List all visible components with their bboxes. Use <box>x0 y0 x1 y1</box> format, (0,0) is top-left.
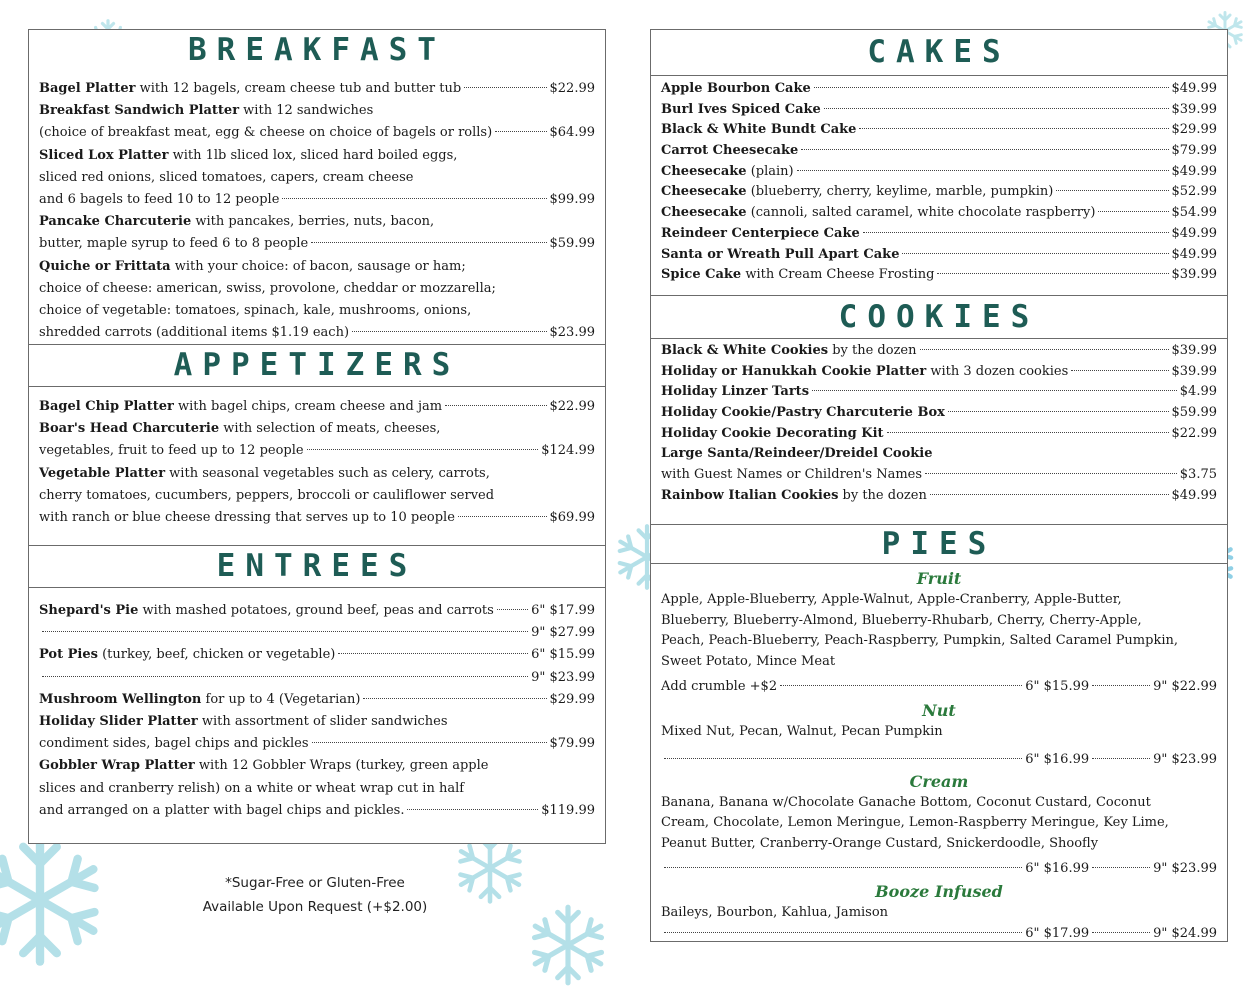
snowflake-icon <box>525 902 611 988</box>
menu-item-description: with 12 Gobbler Wraps (turkey, green apple <box>194 758 489 774</box>
menu-item-name: Bagel Platter <box>39 81 136 96</box>
menu-item-description: with 12 bagels, cream cheese tub and butter tub <box>135 81 462 96</box>
pie-category-fruit: Fruit <box>916 569 962 588</box>
menu-item-text <box>39 644 335 666</box>
menu-item-row <box>39 485 595 507</box>
menu-item-row <box>661 486 1217 507</box>
menu-item-price: $54.99 <box>1171 205 1217 221</box>
dot-leader <box>282 198 546 199</box>
menu-item-description: choice of cheese: american, swiss, provolone, cheddar or mozzarella; <box>39 280 496 296</box>
menu-item-description: (choice of breakfast meat, egg & cheese on choice of bagels or rolls) <box>39 125 493 141</box>
menu-item-price: 9" $27.99 <box>531 625 595 641</box>
dot-leader <box>1092 685 1150 686</box>
menu-item-row <box>661 362 1217 383</box>
menu-item-row <box>661 224 1217 245</box>
menu-item-row <box>39 507 595 529</box>
breakfast-section <box>29 30 605 70</box>
menu-item-row <box>39 733 595 755</box>
menu-item-row <box>39 189 595 211</box>
menu-item-name: Reindeer Centerpiece Cake <box>661 225 860 241</box>
cookies-section <box>651 295 1227 524</box>
price-6in: 6" $16.99 <box>1025 861 1090 877</box>
menu-item-description: (cannoli, salted caramel, white chocolate raspberry) <box>746 205 1096 221</box>
menu-item-price: $22.99 <box>1171 425 1217 441</box>
dot-leader <box>814 87 1169 88</box>
breakfast-title: BREAKFAST <box>188 32 446 68</box>
menu-item-description: with mashed potatoes, ground beef, peas and carrots <box>138 603 494 618</box>
dot-leader <box>664 758 1022 759</box>
menu-item-price: $49.99 <box>1171 81 1217 96</box>
menu-item-name: Holiday Cookie/Pastry Charcuterie Box <box>661 405 945 421</box>
menu-item-price: $49.99 <box>1171 246 1217 262</box>
dot-leader <box>1092 867 1150 868</box>
menu-item-row <box>39 233 595 255</box>
crumble-label: Add crumble +$2 <box>661 679 778 694</box>
menu-item-row <box>661 203 1217 224</box>
dietary-note <box>165 871 465 919</box>
menu-item-name: Carrot Cheesecake <box>661 143 799 159</box>
menu-item-text <box>661 382 809 403</box>
menu-item-row <box>39 396 595 418</box>
menu-item-row <box>661 265 1217 286</box>
menu-item-name: Cheesecake <box>661 184 747 200</box>
menu-item-text <box>661 224 860 245</box>
menu-item-price: $29.99 <box>1171 122 1217 138</box>
menu-item-name: Apple Bourbon Cake <box>661 81 811 96</box>
menu-item-row <box>661 465 1217 486</box>
cakes-section <box>651 30 1227 76</box>
dietary-note-line1: *Sugar-Free or Gluten-Free <box>225 875 405 891</box>
pie-category-nut: Nut <box>922 701 956 721</box>
appetizers-title: APPETIZERS <box>173 347 461 383</box>
menu-item-row <box>39 78 595 100</box>
pie-category-booze-infused: Booze Infused <box>875 881 1003 901</box>
menu-item-description: choice of vegetable: tomatoes, spinach, kale, mushrooms, onions, <box>39 302 472 318</box>
dot-leader <box>307 449 539 450</box>
pies-title: PIES <box>881 526 997 562</box>
menu-item-description: with 3 dozen cookies <box>926 363 1069 379</box>
menu-item-name: Sliced Lox Platter <box>39 147 169 163</box>
menu-item-row <box>661 444 1217 465</box>
dot-leader <box>801 149 1168 150</box>
menu-item-name: Boar's Head Charcuterie <box>39 421 220 437</box>
pie-cream-list-line: Banana, Banana w/Chocolate Ganache Bottom, Coconut Custard, Coconut <box>661 794 1151 810</box>
pie-cream-price-row <box>661 858 1217 880</box>
menu-item-description: with seasonal vegetables such as celery, carrots, <box>165 465 490 481</box>
menu-item-row <box>661 341 1217 362</box>
appetizers-section <box>29 344 605 545</box>
menu-item-description: butter, maple syrup to feed 6 to 8 people <box>39 236 309 252</box>
menu-item-text <box>661 341 917 362</box>
menu-item-row <box>661 182 1217 203</box>
menu-item-text <box>39 711 448 733</box>
menu-item-text <box>39 122 492 144</box>
menu-item-description: with 12 sandwiches <box>239 103 374 119</box>
dot-leader <box>780 685 1022 686</box>
menu-item-price: $59.99 <box>549 236 595 252</box>
dot-leader <box>887 432 1169 433</box>
menu-item-price: $29.99 <box>549 691 595 707</box>
price-6in: 6" $16.99 <box>1025 751 1090 767</box>
entrees-section <box>29 545 605 822</box>
menu-item-name: Large Santa/Reindeer/Dreidel Cookie <box>661 446 933 462</box>
menu-item-price: $79.99 <box>1171 143 1217 159</box>
pie-fruit-list-line: Blueberry, Blueberry-Almond, Blueberry-Rhubarb, Cherry, Cherry-Apple, <box>661 612 1142 628</box>
menu-item-price: $22.99 <box>549 81 595 96</box>
menu-item-name: Holiday or Hanukkah Cookie Platter <box>661 363 927 379</box>
menu-item-name: Quiche or Frittata <box>39 258 171 274</box>
menu-item-text <box>661 203 1095 224</box>
menu-item-row <box>39 300 595 322</box>
menu-item-text <box>39 167 414 189</box>
pie-fruit-price-row <box>661 676 1217 698</box>
menu-item-text <box>39 233 308 255</box>
menu-item-description: for up to 4 (Vegetarian) <box>201 691 361 707</box>
pie-category-cream: Cream <box>909 771 969 791</box>
menu-item-price: $64.99 <box>549 125 595 141</box>
menu-item-row <box>661 79 1217 100</box>
pie-cream-list-line: Peanut Butter, Cranberry-Orange Custard, Snickerdoodle, Shoofly <box>661 835 1099 851</box>
menu-item-row <box>39 711 595 733</box>
menu-item-text <box>39 463 490 485</box>
dot-leader <box>407 809 538 810</box>
menu-item-text <box>39 689 360 711</box>
menu-item-description: (blueberry, cherry, keylime, marble, pumpkin) <box>746 184 1054 200</box>
menu-item-text <box>39 485 494 507</box>
menu-item-text <box>661 465 922 486</box>
dot-leader <box>42 676 528 677</box>
menu-item-text <box>661 362 1068 383</box>
menu-item-row <box>39 418 595 440</box>
menu-item-row <box>39 622 595 644</box>
menu-item-price: $39.99 <box>1171 343 1217 358</box>
menu-item-text <box>661 265 934 286</box>
menu-item-text <box>39 507 455 529</box>
menu-item-price: $39.99 <box>1171 267 1217 283</box>
menu-item-description: sliced red onions, sliced tomatoes, capers, cream cheese <box>39 169 414 185</box>
pie-cream-list-line: Cream, Chocolate, Lemon Meringue, Lemon-Raspberry Meringue, Key Lime, <box>661 815 1169 831</box>
pie-booze-price-row <box>661 923 1217 945</box>
menu-item-name: Mushroom Wellington <box>39 691 202 707</box>
menu-item-row <box>661 403 1217 424</box>
menu-item-text <box>39 800 404 822</box>
menu-item-name: Burl Ives Spiced Cake <box>661 101 821 117</box>
menu-item-name: Cheesecake <box>661 205 747 221</box>
menu-item-text <box>39 755 488 777</box>
menu-item-description: with ranch or blue cheese dressing that serves up to 10 people <box>39 509 455 525</box>
menu-item-row <box>39 167 595 189</box>
dot-leader <box>824 108 1169 109</box>
menu-item-row <box>661 245 1217 266</box>
menu-item-price: $3.75 <box>1179 467 1217 483</box>
menu-item-name: Holiday Linzer Tarts <box>661 384 810 400</box>
dot-leader <box>863 232 1169 233</box>
price-9in: 9" $23.99 <box>1153 861 1217 877</box>
menu-item-text <box>661 424 884 445</box>
menu-item-name: Cheesecake <box>661 163 747 179</box>
menu-item-text <box>39 396 442 418</box>
dot-leader <box>812 390 1177 391</box>
menu-item-description: shredded carrots (additional items $1.19 each) <box>39 325 350 341</box>
menu-item-description: with assortment of slider sandwiches <box>197 713 448 729</box>
dot-leader <box>352 331 546 332</box>
menu-item-row <box>661 382 1217 403</box>
menu-item-text <box>39 778 464 800</box>
menu-item-description: (turkey, beef, chicken or vegetable) <box>97 647 336 663</box>
menu-item-name: Pancake Charcuterie <box>39 214 192 230</box>
price-6in: 6" $15.99 <box>1025 679 1090 694</box>
dot-leader <box>497 609 528 610</box>
dot-leader <box>311 242 546 243</box>
menu-item-description: (plain) <box>746 163 794 179</box>
menu-item-row <box>39 667 595 689</box>
menu-item-description: by the dozen <box>828 343 917 358</box>
menu-item-text <box>39 278 496 300</box>
menu-item-text <box>39 418 440 440</box>
menu-item-price: $49.99 <box>1171 487 1217 503</box>
menu-item-price: $124.99 <box>541 443 595 459</box>
menu-item-description: condiment sides, bagel chips and pickles <box>39 736 309 752</box>
menu-item-text <box>39 300 471 322</box>
appetizers-list <box>29 387 605 545</box>
menu-item-price: $59.99 <box>1171 405 1217 421</box>
pie-nut-list-line: Mixed Nut, Pecan, Walnut, Pecan Pumpkin <box>661 724 943 740</box>
menu-item-row <box>661 100 1217 121</box>
dot-leader <box>312 742 547 743</box>
menu-item-text <box>661 162 794 183</box>
dot-leader <box>458 516 547 517</box>
menu-item-text <box>39 733 309 755</box>
menu-item-name: Black & White Cookies <box>661 343 829 358</box>
menu-item-text <box>39 211 434 233</box>
menu-item-text <box>661 141 798 162</box>
entrees-title: ENTREES <box>216 548 418 584</box>
menu-item-text <box>661 486 927 507</box>
menu-item-name: Santa or Wreath Pull Apart Cake <box>661 246 900 262</box>
menu-item-row <box>661 120 1217 141</box>
menu-item-name: Holiday Slider Platter <box>39 713 198 729</box>
pie-fruit-list-line: Peach, Peach-Blueberry, Peach-Raspberry, Pumpkin, Salted Caramel Pumpkin, <box>661 633 1178 648</box>
snowflake-icon <box>0 820 110 980</box>
dot-leader <box>464 87 546 88</box>
dot-leader <box>925 473 1177 474</box>
menu-item-name: Breakfast Sandwich Platter <box>39 103 240 119</box>
dot-leader <box>42 631 528 632</box>
dot-leader <box>797 170 1169 171</box>
cakes-list <box>651 76 1227 295</box>
menu-item-price: $22.99 <box>549 399 595 414</box>
dot-leader <box>664 932 1022 933</box>
menu-item-name: Shepard's Pie <box>39 603 139 618</box>
menu-item-price: 9" $23.99 <box>531 669 595 685</box>
menu-item-row <box>39 145 595 167</box>
menu-item-name: Rainbow Italian Cookies <box>661 487 839 503</box>
menu-item-row <box>39 600 595 622</box>
dietary-note-line2: Available Upon Request (+$2.00) <box>202 899 428 915</box>
menu-item-text <box>661 120 856 141</box>
menu-item-description: and 6 bagels to feed 10 to 12 people <box>39 191 280 207</box>
menu-item-description: with selection of meats, cheeses, <box>219 421 441 437</box>
cookies-title: COOKIES <box>838 299 1040 335</box>
dot-leader <box>859 128 1168 129</box>
dot-leader <box>920 349 1169 350</box>
menu-item-row <box>39 463 595 485</box>
menu-item-row <box>661 141 1217 162</box>
menu-item-row <box>39 689 595 711</box>
cookies-list <box>651 339 1227 524</box>
dot-leader <box>930 494 1169 495</box>
menu-item-text <box>39 600 494 622</box>
price-9in: 9" $24.99 <box>1153 926 1217 942</box>
menu-item-row <box>39 100 595 122</box>
menu-item-text <box>39 440 304 462</box>
menu-item-row <box>39 755 595 777</box>
pie-fruit-list-line: Apple, Apple-Blueberry, Apple-Walnut, Apple-Cranberry, Apple-Butter, <box>661 592 1122 607</box>
menu-item-row <box>39 778 595 800</box>
menu-item-price: $4.99 <box>1179 384 1217 400</box>
pies-list <box>651 564 1227 945</box>
menu-item-text <box>39 256 466 278</box>
menu-item-row <box>39 256 595 278</box>
menu-item-text <box>39 322 349 344</box>
dot-leader <box>1056 190 1168 191</box>
menu-item-description: by the dozen <box>838 487 927 503</box>
pie-fruit-list-line: Sweet Potato, Mince Meat <box>661 653 836 669</box>
menu-item-price: $49.99 <box>1171 225 1217 241</box>
dot-leader <box>445 405 546 406</box>
menu-item-price: 6" $15.99 <box>531 647 595 663</box>
dot-leader <box>1092 758 1150 759</box>
menu-item-price: $79.99 <box>549 736 595 752</box>
dot-leader <box>1071 370 1168 371</box>
menu-item-row <box>39 211 595 233</box>
menu-item-row <box>39 122 595 144</box>
price-6in: 6" $17.99 <box>1025 926 1090 942</box>
menu-item-row <box>39 278 595 300</box>
menu-item-row <box>39 644 595 666</box>
menu-item-text <box>661 182 1053 203</box>
dot-leader <box>948 411 1169 412</box>
menu-item-text <box>661 444 933 465</box>
menu-item-name: Black & White Bundt Cake <box>661 122 857 138</box>
menu-item-row <box>39 800 595 822</box>
menu-item-name: Vegetable Platter <box>39 465 166 481</box>
menu-item-description: with 1lb sliced lox, sliced hard boiled eggs, <box>168 147 458 163</box>
pie-nut-price-row <box>661 749 1217 771</box>
entrees-list <box>29 588 605 822</box>
menu-item-price: $69.99 <box>549 509 595 525</box>
right-menu-panel <box>650 29 1228 942</box>
price-9in: 9" $23.99 <box>1153 751 1217 767</box>
pie-booze-list-line: Baileys, Bourbon, Kahlua, Jamison <box>661 904 889 920</box>
menu-item-description: with your choice: of bacon, sausage or ham; <box>170 258 466 274</box>
menu-item-description: with bagel chips, cream cheese and jam <box>173 399 443 414</box>
menu-item-price: $119.99 <box>541 802 595 818</box>
menu-item-row <box>661 424 1217 445</box>
menu-item-description: cherry tomatoes, cucumbers, peppers, broccoli or cauliflower served <box>39 487 495 503</box>
dot-leader <box>1092 932 1150 933</box>
dot-leader <box>338 653 528 654</box>
menu-item-text <box>39 78 461 100</box>
menu-item-name: Gobbler Wrap Platter <box>39 758 195 774</box>
menu-item-description: with Cream Cheese Frosting <box>741 267 935 283</box>
menu-item-name: Pot Pies <box>39 647 98 663</box>
menu-item-row <box>39 322 595 344</box>
menu-item-price: 6" $17.99 <box>531 603 595 618</box>
menu-item-price: $39.99 <box>1171 363 1217 379</box>
menu-item-name: Spice Cake <box>661 267 742 283</box>
menu-item-row <box>39 440 595 462</box>
menu-item-text <box>39 100 373 122</box>
menu-item-text <box>39 145 457 167</box>
menu-item-description: with Guest Names or Children's Names <box>661 467 923 483</box>
menu-item-text <box>39 189 279 211</box>
price-9in: 9" $22.99 <box>1153 679 1217 694</box>
menu-item-text <box>661 79 811 100</box>
left-menu-panel <box>28 29 606 844</box>
menu-item-description: vegetables, fruit to feed up to 12 people <box>39 443 304 459</box>
menu-item-price: $39.99 <box>1171 101 1217 117</box>
cakes-title: CAKES <box>867 34 1011 70</box>
menu-item-description: with pancakes, berries, nuts, bacon, <box>191 214 435 230</box>
dot-leader <box>1098 211 1168 212</box>
dot-leader <box>664 867 1022 868</box>
menu-item-description: slices and cranberry relish) on a white or wheat wrap cut in half <box>39 780 465 796</box>
menu-item-row <box>661 162 1217 183</box>
menu-item-price: $23.99 <box>549 325 595 341</box>
dot-leader <box>902 253 1168 254</box>
breakfast-list <box>29 70 605 344</box>
menu-item-price: $52.99 <box>1171 184 1217 200</box>
menu-item-price: $49.99 <box>1171 163 1217 179</box>
menu-item-price: $99.99 <box>549 191 595 207</box>
menu-item-text <box>661 245 899 266</box>
menu-item-name: Bagel Chip Platter <box>39 399 174 414</box>
dot-leader <box>937 273 1168 274</box>
menu-item-name: Holiday Cookie Decorating Kit <box>661 425 884 441</box>
dot-leader <box>495 131 546 132</box>
menu-item-description: and arranged on a platter with bagel chips and pickles. <box>39 802 405 818</box>
dot-leader <box>363 698 546 699</box>
pies-section <box>651 524 1227 945</box>
menu-item-text <box>661 403 945 424</box>
menu-item-text <box>661 100 821 121</box>
